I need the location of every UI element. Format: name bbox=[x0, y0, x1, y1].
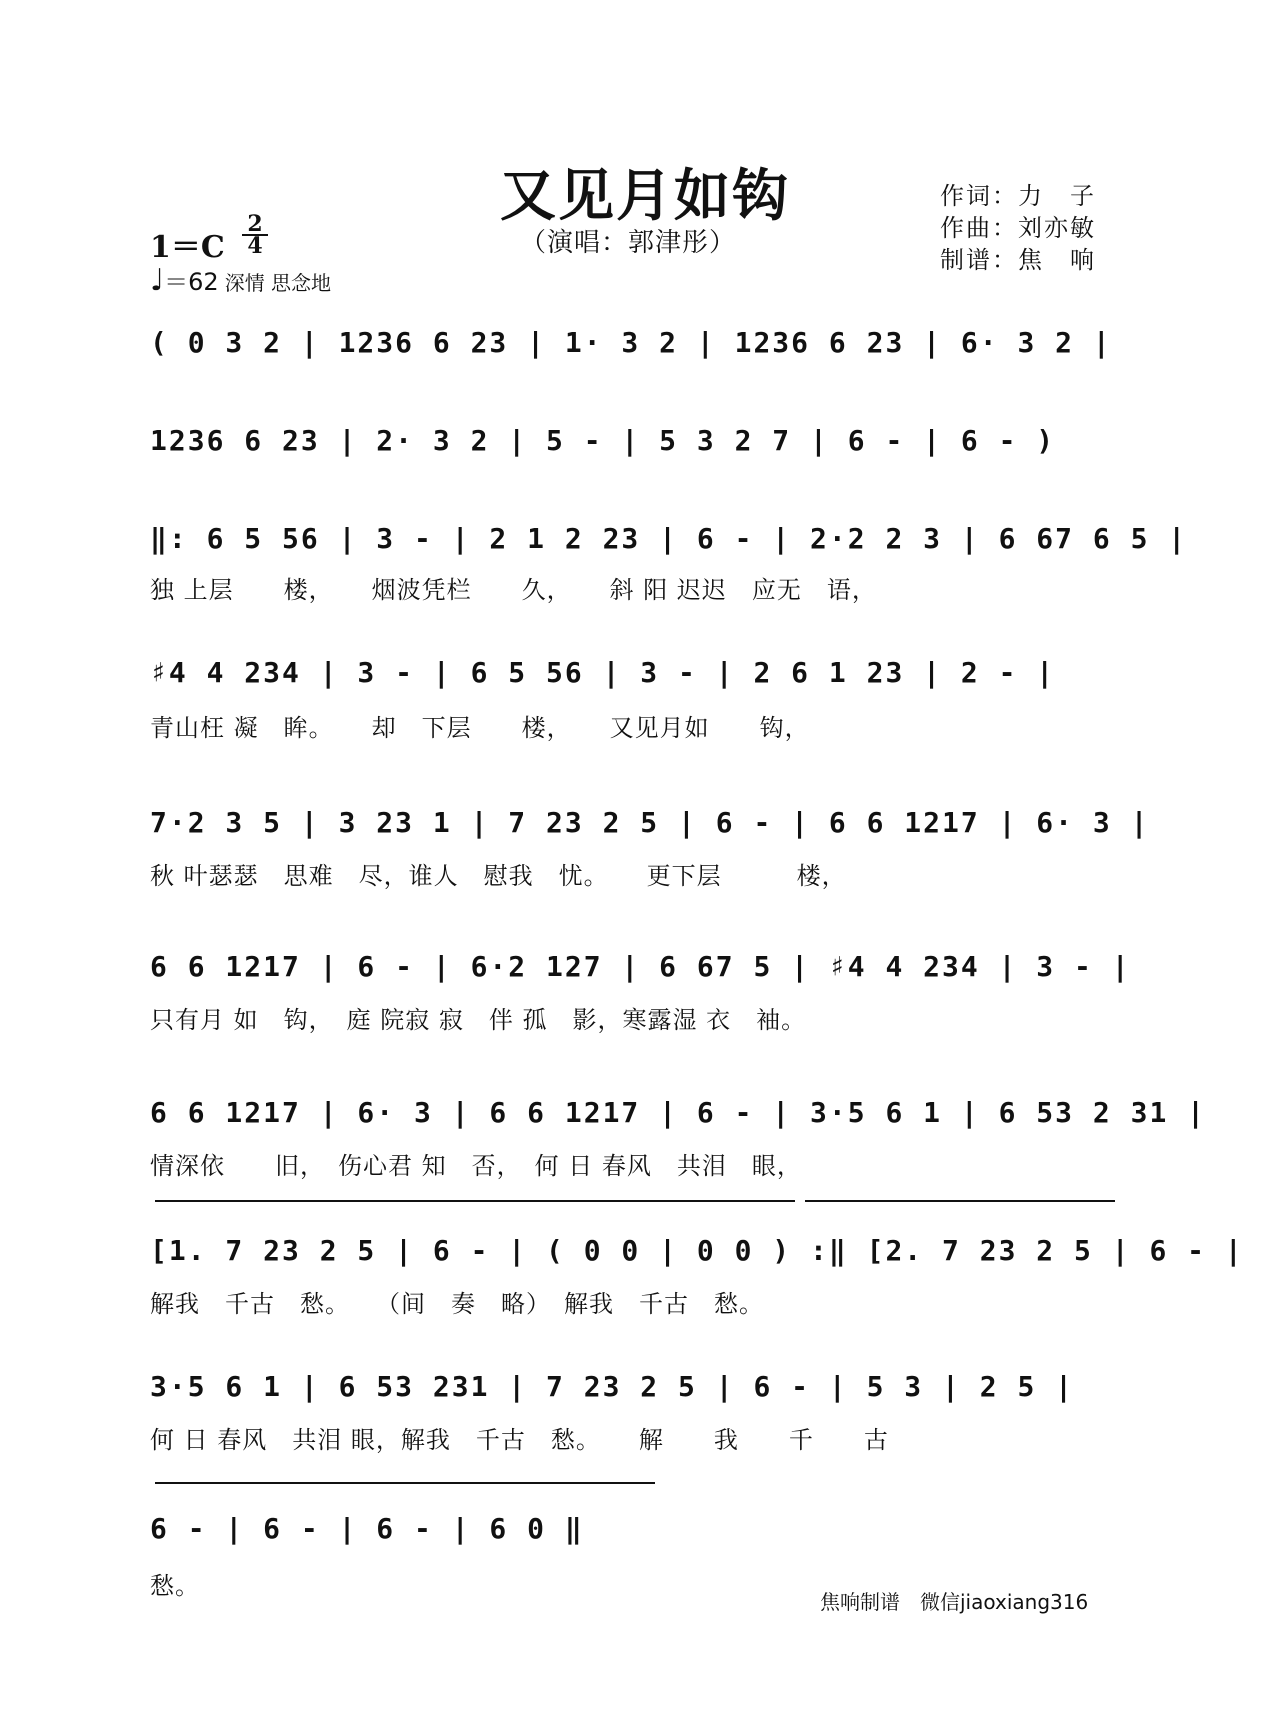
system-3-notes: ‖: 6 5 56 | 3 - | 2 1 2 23 | 6 - | 2·2 2 3 | 6 67 6 5 | bbox=[150, 522, 1188, 555]
system-2-notes: 1236 6 23 | 2· 3 2 | 5 - | 5 3 2 7 | 6 - | 6 - ) bbox=[150, 424, 1056, 457]
system-7-lyrics: 情深依 旧， 伤心君 知 否， 何 日 春风 共泪 眼， bbox=[150, 1152, 802, 1180]
time-signature-bottom: 4 bbox=[247, 233, 263, 259]
song-title: 又见月如钩 bbox=[500, 164, 790, 229]
system-10-lyrics: 愁。 bbox=[150, 1572, 200, 1600]
system-4-notes: ♯4 4 234 | 3 - | 6 5 56 | 3 - | 2 6 1 23 | 2 - | bbox=[150, 656, 1056, 689]
system-4-lyrics: 青山枉 凝 眸。 却 下层 楼， 又见月如 钩， bbox=[150, 714, 810, 742]
time-signature bbox=[242, 211, 268, 259]
system-7-notes: 6 6 1217 | 6· 3 | 6 6 1217 | 6 - | 3·5 6 1 | 6 53 2 31 | bbox=[150, 1096, 1207, 1129]
system-6-notes: 6 6 1217 | 6 - | 6·2 127 | 6 67 5 | ♯4 4 234 | 3 - | bbox=[150, 950, 1131, 983]
system-10-notes: 6 - | 6 - | 6 - | 6 0 ‖ bbox=[150, 1512, 584, 1545]
key-signature: 1＝C bbox=[150, 230, 225, 265]
tempo-marking bbox=[150, 262, 331, 298]
system-9-lyrics: 何 日 春风 共泪 眼，解我 千古 愁。 解 我 千 古 bbox=[150, 1426, 889, 1454]
arranger-credit: 制谱：焦 响 bbox=[940, 246, 1096, 274]
system-3-lyrics: 独 上层 楼， 烟波凭栏 久， 斜 阳 迟迟 应无 语， bbox=[150, 576, 877, 604]
footer-credit: 焦响制谱 微信jiaoxiang316 bbox=[820, 1590, 1089, 1614]
quarter-note-icon: ♩ bbox=[150, 263, 165, 298]
tempo-value: ＝62 bbox=[164, 268, 219, 296]
volta-bracket-2 bbox=[805, 1200, 1115, 1202]
system-6-lyrics: 只有月 如 钩， 庭 院寂 寂 伴 孤 影，寒露湿 衣 袖。 bbox=[150, 1006, 807, 1034]
final-tie-line bbox=[155, 1482, 655, 1484]
composer-credit: 作曲：刘亦敏 bbox=[940, 214, 1096, 242]
system-5-notes: 7·2 3 5 | 3 23 1 | 7 23 2 5 | 6 - | 6 6 1217 | 6· 3 | bbox=[150, 806, 1150, 839]
system-5-lyrics: 秋 叶瑟瑟 思难 尽，谁人 慰我 忧。 更下层 楼， bbox=[150, 862, 847, 890]
system-9-notes: 3·5 6 1 | 6 53 231 | 7 23 2 5 | 6 - | 5 3 | 2 5 | bbox=[150, 1370, 1075, 1403]
expression-marking: 深情 思念地 bbox=[224, 271, 332, 295]
system-8-lyrics: 解我 千古 愁。 （间 奏 略） 解我 千古 愁。 bbox=[150, 1290, 764, 1318]
lyricist-credit: 作词：力 子 bbox=[940, 182, 1096, 210]
volta-bracket-1 bbox=[155, 1200, 795, 1202]
singer-credit: （演唱：郭津彤） bbox=[520, 228, 737, 258]
system-1-notes: ( 0 3 2 | 1236 6 23 | 1· 3 2 | 1236 6 23 | 6· 3 2 | bbox=[150, 326, 1112, 359]
system-8-notes: [1. 7 23 2 5 | 6 - | ( 0 0 | 0 0 ) :‖ [2. 7 23 2 5 | 6 - | bbox=[150, 1234, 1244, 1267]
time-signature-top: 2 bbox=[247, 211, 263, 237]
